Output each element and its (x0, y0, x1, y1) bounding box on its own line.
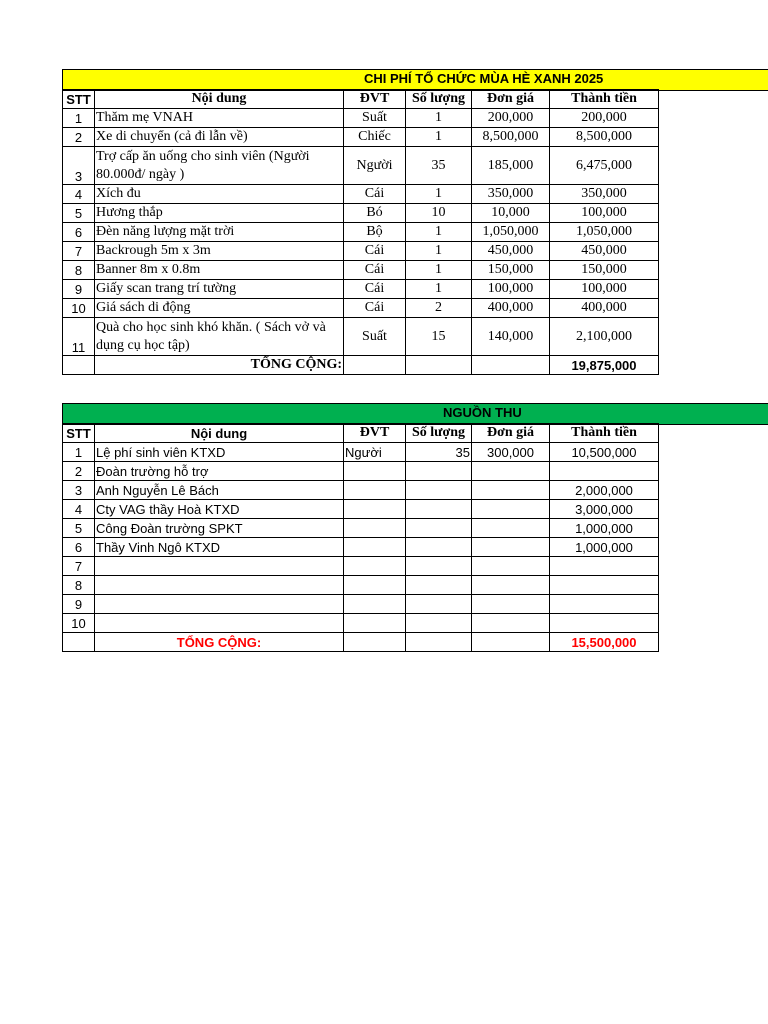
cell-don-gia (472, 595, 550, 614)
cell-don-gia: 450,000 (472, 242, 550, 261)
cell-noi-dung: Xích đu (95, 185, 344, 204)
cell-noi-dung: Hương thắp (95, 204, 344, 223)
cell-noi-dung: Trợ cấp ăn uống cho sinh viên (Người 80.000đ/ ngày ) (95, 147, 344, 185)
table-row (63, 538, 659, 557)
cell-dvt: Cái (344, 261, 406, 280)
total-empty-cell (63, 356, 95, 375)
cell-so-luong (406, 614, 472, 633)
cell-don-gia: 8,500,000 (472, 128, 550, 147)
cell-so-luong: 1 (406, 261, 472, 280)
cell-dvt: Cái (344, 185, 406, 204)
cell-thanh-tien: 3,000,000 (550, 500, 659, 519)
header-thanh-tien: Thành tiền (550, 90, 659, 109)
table-row (63, 242, 659, 261)
total-label: TỔNG CỘNG: (95, 633, 344, 652)
cell-don-gia: 1,050,000 (472, 223, 550, 242)
cell-dvt: Suất (344, 109, 406, 128)
cell-thanh-tien (550, 462, 659, 481)
cell-dvt: Chiếc (344, 128, 406, 147)
header-don-gia: Đơn giá (472, 90, 550, 109)
cell-don-gia: 300,000 (472, 443, 550, 462)
cell-thanh-tien: 2,100,000 (550, 318, 659, 356)
cell-don-gia (472, 576, 550, 595)
total-value: 15,500,000 (550, 633, 659, 652)
cell-don-gia: 350,000 (472, 185, 550, 204)
cell-don-gia (472, 614, 550, 633)
table-row (63, 185, 659, 204)
cell-don-gia (472, 481, 550, 500)
cell-so-luong (406, 576, 472, 595)
total-empty-cell (472, 633, 550, 652)
cell-thanh-tien: 8,500,000 (550, 128, 659, 147)
income-header-row (63, 424, 659, 443)
cell-dvt (344, 614, 406, 633)
total-empty-cell (406, 633, 472, 652)
cell-thanh-tien: 1,000,000 (550, 519, 659, 538)
total-empty-cell (344, 356, 406, 375)
cell-stt: 5 (63, 204, 95, 223)
table-row (63, 223, 659, 242)
header-dvt: ĐVT (344, 424, 406, 443)
cell-noi-dung (95, 576, 344, 595)
cell-dvt (344, 481, 406, 500)
expense-table (62, 89, 659, 375)
cell-stt: 6 (63, 538, 95, 557)
cell-don-gia: 400,000 (472, 299, 550, 318)
cell-don-gia: 200,000 (472, 109, 550, 128)
cell-stt: 10 (63, 614, 95, 633)
cell-noi-dung: Công Đoàn trường SPKT (95, 519, 344, 538)
cell-so-luong (406, 595, 472, 614)
cell-noi-dung: Thăm mẹ VNAH (95, 109, 344, 128)
total-empty-cell (472, 356, 550, 375)
table-row (63, 500, 659, 519)
cell-so-luong: 35 (406, 147, 472, 185)
header-noi-dung: Nội dung (95, 424, 344, 443)
cell-thanh-tien: 1,000,000 (550, 538, 659, 557)
cell-noi-dung: Đoàn trường hỗ trợ (95, 462, 344, 481)
cell-noi-dung: Backrough 5m x 3m (95, 242, 344, 261)
cell-so-luong: 35 (406, 443, 472, 462)
header-stt: STT (63, 424, 95, 443)
cell-stt: 5 (63, 519, 95, 538)
cell-dvt: Cái (344, 299, 406, 318)
cell-noi-dung: Lệ phí sinh viên KTXD (95, 443, 344, 462)
table-row (63, 519, 659, 538)
cell-noi-dung: Banner 8m x 0.8m (95, 261, 344, 280)
income-title-band (62, 403, 768, 425)
table-row (63, 481, 659, 500)
cell-dvt (344, 462, 406, 481)
cell-thanh-tien: 10,500,000 (550, 443, 659, 462)
cell-stt: 1 (63, 109, 95, 128)
total-label: TỔNG CỘNG: (95, 356, 344, 375)
total-empty-cell (344, 633, 406, 652)
cell-don-gia (472, 557, 550, 576)
table-row (63, 318, 659, 356)
cell-noi-dung: Xe di chuyển (cả đi lẫn về) (95, 128, 344, 147)
cell-so-luong (406, 519, 472, 538)
header-so-luong: Số lượng (406, 90, 472, 109)
cell-dvt: Người (344, 147, 406, 185)
header-so-luong: Số lượng (406, 424, 472, 443)
expense-title: CHI PHÍ TỔ CHỨC MÙA HÈ XANH 2025 (364, 71, 604, 86)
cell-stt: 1 (63, 443, 95, 462)
table-row (63, 299, 659, 318)
cell-dvt: Bộ (344, 223, 406, 242)
total-empty-cell (63, 633, 95, 652)
cell-thanh-tien (550, 557, 659, 576)
cell-thanh-tien: 450,000 (550, 242, 659, 261)
cell-noi-dung (95, 595, 344, 614)
cell-dvt (344, 576, 406, 595)
cell-dvt: Người (344, 443, 406, 462)
total-value: 19,875,000 (550, 356, 659, 375)
cell-thanh-tien: 350,000 (550, 185, 659, 204)
header-stt: STT (63, 90, 95, 109)
cell-thanh-tien: 200,000 (550, 109, 659, 128)
table-row (63, 128, 659, 147)
cell-noi-dung: Anh Nguyễn Lê Bách (95, 481, 344, 500)
cell-dvt (344, 519, 406, 538)
cell-so-luong: 1 (406, 280, 472, 299)
cell-stt: 10 (63, 299, 95, 318)
table-row (63, 462, 659, 481)
cell-stt: 7 (63, 557, 95, 576)
table-row (63, 280, 659, 299)
cell-so-luong: 1 (406, 223, 472, 242)
table-row (63, 204, 659, 223)
cell-dvt: Cái (344, 280, 406, 299)
cell-dvt: Suất (344, 318, 406, 356)
header-noi-dung: Nội dung (95, 90, 344, 109)
cell-noi-dung (95, 557, 344, 576)
cell-thanh-tien: 1,050,000 (550, 223, 659, 242)
cell-noi-dung: Cty VAG thầy Hoà KTXD (95, 500, 344, 519)
cell-noi-dung: Quà cho học sinh khó khăn. ( Sách vở và dụng cụ học tập) (95, 318, 344, 356)
cell-dvt (344, 538, 406, 557)
cell-don-gia: 140,000 (472, 318, 550, 356)
table-row (63, 557, 659, 576)
cell-don-gia (472, 500, 550, 519)
total-empty-cell (406, 356, 472, 375)
table-row (63, 147, 659, 185)
cell-thanh-tien: 2,000,000 (550, 481, 659, 500)
header-dvt: ĐVT (344, 90, 406, 109)
cell-don-gia: 100,000 (472, 280, 550, 299)
cell-thanh-tien: 6,475,000 (550, 147, 659, 185)
cell-so-luong (406, 500, 472, 519)
cell-stt: 9 (63, 280, 95, 299)
table-row (63, 576, 659, 595)
cell-so-luong (406, 538, 472, 557)
income-title: NGUỒN THU (443, 405, 522, 420)
table-row (63, 614, 659, 633)
cell-thanh-tien: 150,000 (550, 261, 659, 280)
cell-stt: 4 (63, 185, 95, 204)
cell-dvt: Cái (344, 242, 406, 261)
cell-don-gia (472, 462, 550, 481)
cell-stt: 2 (63, 128, 95, 147)
cell-dvt (344, 595, 406, 614)
table-row (63, 109, 659, 128)
cell-don-gia: 10,000 (472, 204, 550, 223)
cell-don-gia (472, 519, 550, 538)
cell-noi-dung (95, 614, 344, 633)
cell-stt: 3 (63, 147, 95, 185)
cell-stt: 11 (63, 318, 95, 356)
table-row (63, 595, 659, 614)
cell-so-luong: 15 (406, 318, 472, 356)
cell-don-gia: 150,000 (472, 261, 550, 280)
cell-noi-dung: Giá sách di động (95, 299, 344, 318)
cell-so-luong: 10 (406, 204, 472, 223)
header-thanh-tien: Thành tiền (550, 424, 659, 443)
cell-thanh-tien (550, 614, 659, 633)
cell-don-gia (472, 538, 550, 557)
cell-noi-dung: Đèn năng lượng mặt trời (95, 223, 344, 242)
cell-so-luong (406, 462, 472, 481)
cell-thanh-tien: 100,000 (550, 280, 659, 299)
income-table (62, 423, 659, 652)
cell-thanh-tien: 100,000 (550, 204, 659, 223)
cell-stt: 2 (63, 462, 95, 481)
cell-so-luong (406, 481, 472, 500)
table-row (63, 261, 659, 280)
expense-header-row (63, 90, 659, 109)
cell-so-luong: 1 (406, 128, 472, 147)
cell-so-luong (406, 557, 472, 576)
cell-so-luong: 1 (406, 109, 472, 128)
cell-stt: 6 (63, 223, 95, 242)
cell-so-luong: 2 (406, 299, 472, 318)
cell-dvt (344, 500, 406, 519)
table-row (63, 443, 659, 462)
cell-so-luong: 1 (406, 185, 472, 204)
header-don-gia: Đơn giá (472, 424, 550, 443)
cell-dvt (344, 557, 406, 576)
cell-noi-dung: Thầy Vinh Ngô KTXD (95, 538, 344, 557)
cell-noi-dung: Giấy scan trang trí tường (95, 280, 344, 299)
income-total-row (63, 633, 659, 652)
cell-stt: 3 (63, 481, 95, 500)
expense-total-row (63, 356, 659, 375)
cell-so-luong: 1 (406, 242, 472, 261)
cell-stt: 8 (63, 576, 95, 595)
cell-don-gia: 185,000 (472, 147, 550, 185)
cell-stt: 7 (63, 242, 95, 261)
cell-stt: 8 (63, 261, 95, 280)
cell-thanh-tien (550, 595, 659, 614)
cell-thanh-tien: 400,000 (550, 299, 659, 318)
cell-thanh-tien (550, 576, 659, 595)
cell-dvt: Bó (344, 204, 406, 223)
cell-stt: 9 (63, 595, 95, 614)
cell-stt: 4 (63, 500, 95, 519)
